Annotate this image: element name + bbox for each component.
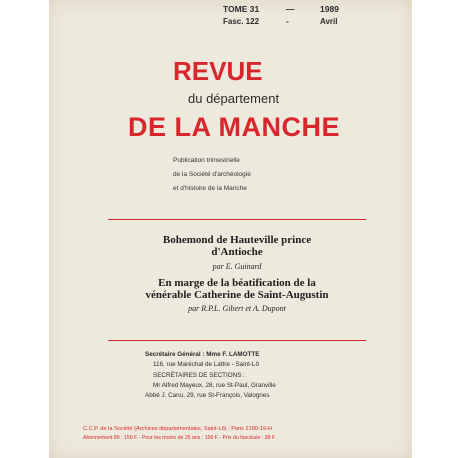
issue-month: Avril [320,17,338,26]
masthead-subtitle: du département [188,91,280,106]
footer-pricing: Abonnement 89 : 150 F - Pour les moins de 25 ans : 100 F - Prix du fascicule : 38 F [83,435,276,441]
section-secretary-1: Mr Alfred Mayeux, 28, rue St-Paul, Granville [153,382,276,389]
article-2-author: par R.P.L. Gibert et A. Dupont [188,304,286,313]
fascicle-number: Fasc. 122 [223,17,260,26]
article-2-title-line-1: En marge de la béatification de la [158,277,316,289]
masthead-revue: REVUE [173,56,263,86]
footer-ccp: C.C.P. de la Société (Archives départementales, Saint-Lô) : Paris 2180-19-H [83,426,272,432]
issue-year: 1989 [320,4,339,14]
magazine-cover [49,0,412,458]
article-1-title-line-1: Bohemond de Hauteville prince [162,234,312,246]
header-separator: - [286,16,289,26]
secretary-general: Secrétaire Général : Mme F. LAMOTTE [145,351,260,358]
header-dash: — [286,4,295,14]
publication-line-2: de la Société d'archéologie [173,171,251,178]
publication-line-3: et d'histoire de la Manche [173,185,247,192]
tome-number: TOME 31 [223,4,260,14]
article-1-author: par E. Guinard [212,262,262,271]
article-1-title-line-2: d'Antioche [211,246,263,258]
section-secretary-2: Abbé J. Canu, 29, rue St-François, Valognes [145,392,270,399]
section-secretaries-heading: SECRÉTAIRES DE SECTIONS : [153,372,245,379]
publication-line-1: Publication trimestrielle [173,157,240,164]
secretary-general-address: 116, rue Maréchal de Lattre - Saint-Lô [153,361,259,368]
contents-box [108,219,366,341]
article-2-title-line-2: vénérable Catherine de Saint-Augustin [145,289,329,301]
masthead-title: DE LA MANCHE [128,112,340,142]
